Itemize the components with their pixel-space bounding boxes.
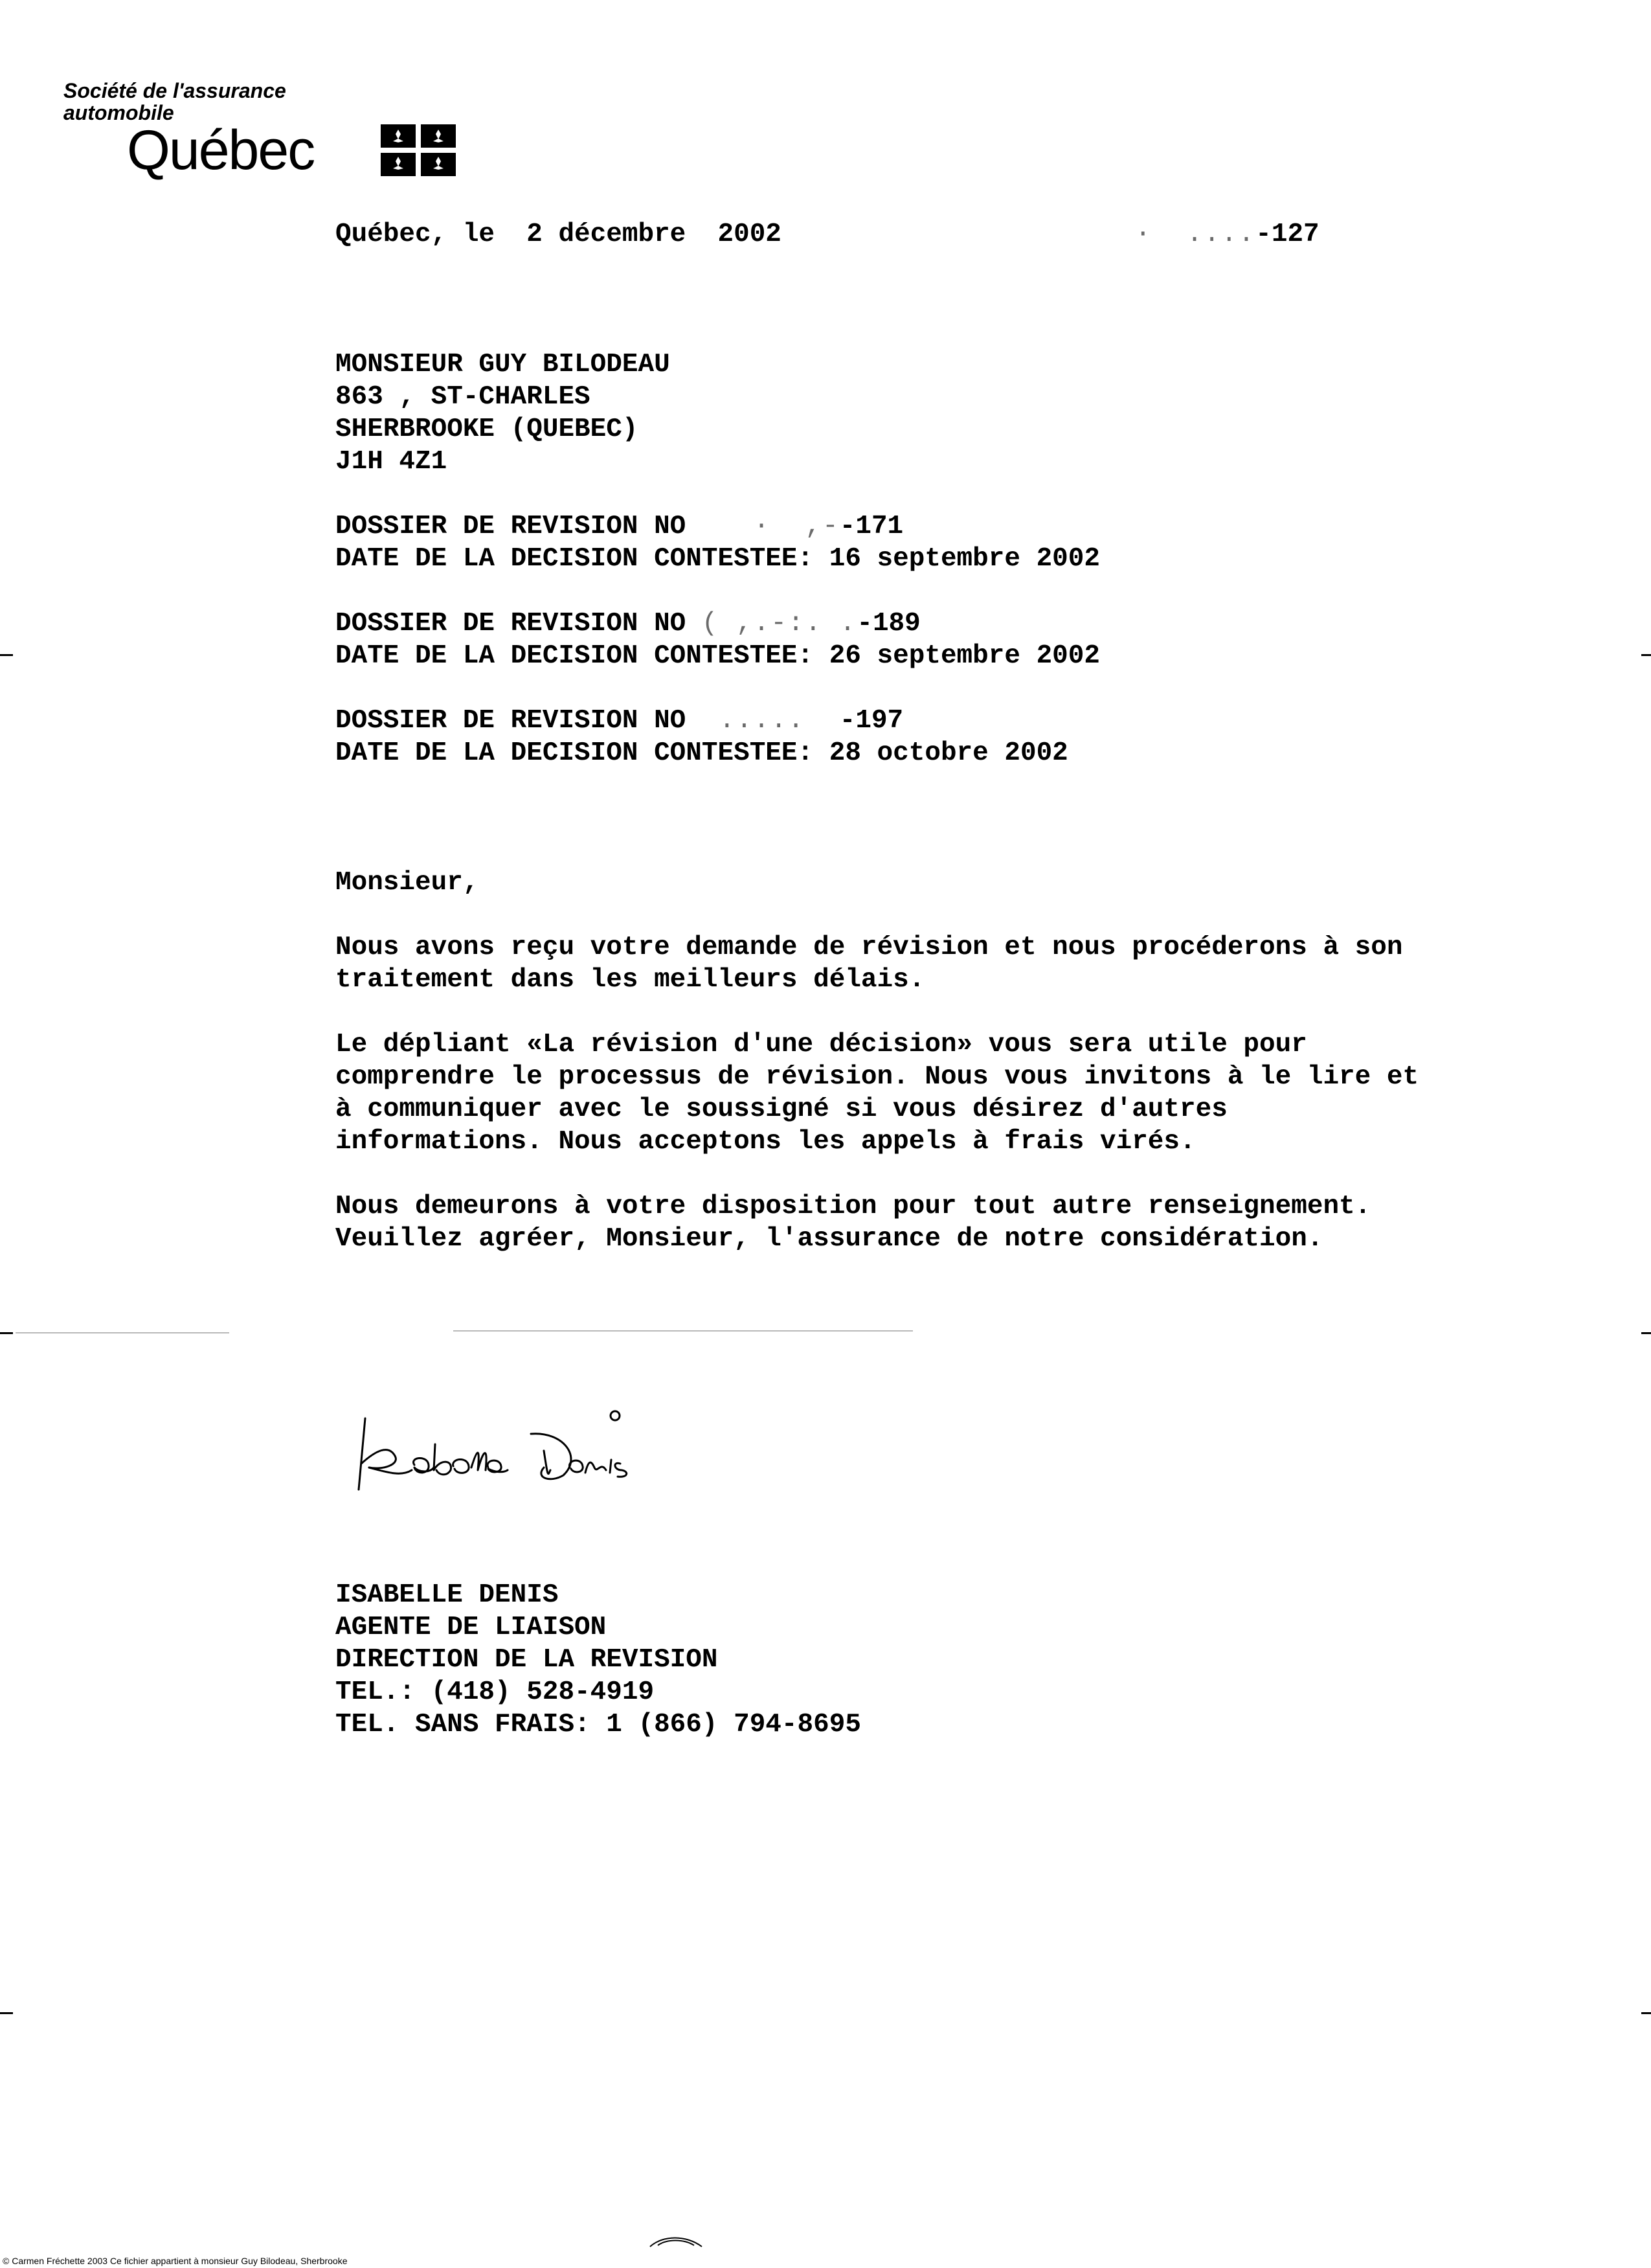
org-name-line1: Société de l'assurance [63, 79, 286, 102]
place-and-date: Québec, le 2 décembre 2002 [335, 220, 781, 249]
recipient-name: MONSIEUR GUY BILODEAU [335, 350, 670, 380]
recipient-city: SHERBROOKE (QUEBEC) [335, 414, 638, 444]
handwritten-signature [350, 1405, 712, 1503]
file-suffix: -189 [857, 609, 921, 639]
file-suffix: -171 [839, 512, 904, 541]
decision-date-line: DATE DE LA DECISION CONTESTEE: 26 septembre 2002 [335, 641, 1100, 671]
signatory-department: DIRECTION DE LA REVISION [335, 1645, 718, 1675]
footer-emblem-icon [647, 2231, 706, 2251]
signatory-phone: TEL.: (418) 528-4919 [335, 1677, 655, 1707]
reference-number [1135, 218, 1320, 251]
redacted-reference: · .... [1135, 220, 1256, 249]
file-number-line [335, 607, 921, 640]
org-name-quebec: Québec [127, 119, 315, 181]
paragraph-line: Le dépliant «La révision d'une décision» vous sera utile pour [335, 1030, 1307, 1060]
margin-tick-mark [0, 1332, 13, 1334]
redacted-file-number: · ,- [701, 512, 840, 541]
scan-noise [453, 1330, 913, 1332]
recipient-postal-code: J1H 4Z1 [335, 447, 447, 477]
signatory-title: AGENTE DE LIAISON [335, 1613, 607, 1642]
paragraph-line: Nous avons reçu votre demande de révision et nous procéderons à son [335, 933, 1403, 962]
footer-credit: © Carmen Fréchette 2003 Ce fichier appartient à monsieur Guy Bilodeau, Sherbrooke [3, 2256, 348, 2266]
margin-tick-mark [1641, 654, 1651, 656]
redacted-file-number: ..... [701, 706, 840, 736]
saaq-letterhead-logo [63, 79, 426, 189]
decision-date-line: DATE DE LA DECISION CONTESTEE: 28 octobre 2002 [335, 738, 1068, 768]
paragraph-line: Nous demeurons à votre disposition pour tout autre renseignement. [335, 1192, 1371, 1221]
org-name-line2: automobile [63, 101, 174, 124]
paragraph-line: à communiquer avec le soussigné si vous désirez d'autres [335, 1094, 1228, 1124]
recipient-street: 863 , ST-CHARLES [335, 382, 590, 412]
quebec-flag-icon [381, 124, 456, 176]
file-number-line [335, 510, 903, 543]
margin-tick-mark [0, 654, 13, 656]
decision-date-line: DATE DE LA DECISION CONTESTEE: 16 septembre 2002 [335, 544, 1100, 574]
margin-tick-mark [1641, 1332, 1651, 1334]
redacted-file-number: ( ,.-:. . [701, 609, 857, 639]
margin-tick-mark [0, 2012, 13, 2014]
salutation: Monsieur, [335, 868, 479, 898]
paragraph-line: comprendre le processus de révision. Nous vous invitons à le lire et [335, 1062, 1419, 1092]
signatory-name: ISABELLE DENIS [335, 1580, 559, 1610]
file-suffix: -197 [839, 706, 904, 736]
paragraph-line: traitement dans les meilleurs délais. [335, 965, 925, 995]
reference-suffix: -127 [1255, 220, 1320, 249]
scan-noise [16, 1332, 229, 1333]
signatory-toll-free: TEL. SANS FRAIS: 1 (866) 794-8695 [335, 1710, 861, 1740]
file-label: DOSSIER DE REVISION NO [335, 512, 686, 541]
margin-tick-mark [1641, 2012, 1651, 2014]
paragraph-line: Veuillez agréer, Monsieur, l'assurance de notre considération. [335, 1224, 1323, 1254]
file-label: DOSSIER DE REVISION NO [335, 609, 686, 639]
file-number-line [335, 705, 903, 737]
file-label: DOSSIER DE REVISION NO [335, 706, 686, 736]
paragraph-line: informations. Nous acceptons les appels à frais virés. [335, 1127, 1196, 1157]
